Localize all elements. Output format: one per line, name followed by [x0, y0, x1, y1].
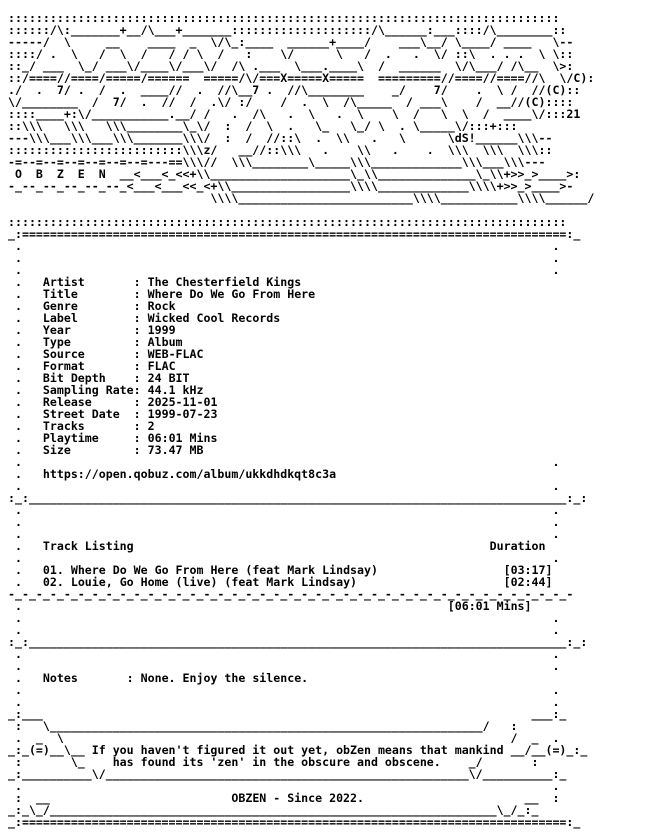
info-row: Bit Depth : 24 BIT	[42, 371, 190, 385]
banner-line: -=--=--=--=--=--=--=---==\\\// \\\________\_____\\\_____________\\\___\\\---	[8, 155, 546, 169]
info-label: Tracks	[42, 419, 134, 433]
info-row: Tracks : 2	[42, 419, 155, 433]
info-row: Genre : Rock	[42, 299, 176, 313]
info-value: Album	[147, 335, 183, 349]
info-row: Year : 1999	[42, 323, 176, 337]
info-row: Title : Where Do We Go From Here	[42, 287, 316, 301]
info-value: 1999-07-23	[147, 407, 218, 421]
ascii-banner	[8, 11, 594, 205]
info-label: Source	[42, 347, 134, 361]
info-value: The Chesterfield Kings	[147, 275, 302, 289]
info-label: Size	[42, 443, 134, 457]
banner-line: -----/ \ __ ____ _ \/\_:____ ______+____/ ___\__/ \____/ ____ \--	[8, 35, 574, 49]
rule-top: _:==============================================================================:_	[8, 227, 581, 241]
info-label: Street Date	[42, 407, 134, 421]
info-row: Artist : The Chesterfield Kings	[42, 275, 302, 289]
footer-line-1: If you haven't figured it out yet, obZen means that mankind	[91, 743, 504, 757]
banner-line: ::::::/\:_______+__/\___+_______::::::::::::::::::::/\______:___::::/\________::	[8, 23, 567, 37]
info-label: Format	[42, 359, 134, 373]
banner-line: ::\\\ \\\ \\\________\_\/ : / \ . \_ \_/ \ . \_____\/:::+:::	[8, 119, 518, 133]
info-label: Title	[42, 287, 134, 301]
info-row: Label : Wicked Cool Records	[42, 311, 281, 325]
release-info: . Artist : The Chesterfield Kings . Title : Where Do We Go From Here . Genre : Rock . Label : Wicked Cool Records . Year : 1999 . Type : Album . Source : WEB-FLAC . Format : FLAC . Bit Depth : 24 BIT . Sampling Rate: 44.1 kHz . Release : 2025-11-01 . Street Date : 1999-07-23 . Tracks : 2 . Playtime : 06:01 Mins . Size : 73.47 MB	[8, 275, 316, 457]
info-row: Source : WEB-FLAC	[42, 347, 204, 361]
banner-line: ::_/ ___ \_/ ___\/____\/___\/ /\ .___ \___.____\ / ______ \/\___/ /\__ \>:	[8, 59, 574, 73]
track-listing-heading: Track Listing	[42, 539, 134, 553]
banner-line: :::::::::::::::::::::::::\\\z/ __//::\\\ . \\ . . \\\ \\\ \\\::	[8, 143, 553, 157]
info-label: Type	[42, 335, 134, 349]
track-title: Where Do We Go From Here (feat Mark Lindsay)	[70, 563, 378, 577]
nfo-document: ::::::::::::::::::::::::::::::::::::::::::::::::::::::::::::::::::::::::::::::: ::::::/\:_______+__/\___+_______::::::::::::::::::::/\______:___::::/\________:: -----/ \ __ ____ _ \/\_:____ ______+____/ ___\__/ \____/ ____ \-- ::::/ . \ / \ / / / \ / : \/ \ / . . \/ ::\ . . . \ \:: ::_/ ___ \_/ ___\/____\/___\/ /\ .___ \___.____\ / ______ \/\___/ /\__ \>: ::/====//====/=====/====== =====/\/===X=====X===== =========//====//====//\ \/C): ./ . 7/ . / . ____// . //\__7 . //\________ _/ 7/ . \ / //(C):: \/________ / 7/ . // / .\/ :/ / . \ /\_____ / ___\ / __//(C):::: ::::____+:\/___________.__/ / . /\ . \ . \ \ / \ \ / ____\/:::21 ::\\\ \\\ \\\________\_\/ : / \ . \_ \_/ \ . \_____\/:::+::: ---\\\___\\\___\\\_______\\\/ : / //::\ . \\ . \ \dS!______\\\-- :::::::::::::::::::::::::\\\z/ __//::\\\ . \\ . . \\\ \\\ \\\:: -=--=--=--=--=--=--=---==\\\// \\\________\_____\\\_____________\\\___\\\--- O B Z E N __<___<_<<+\\____________________\_\\______________\_\\+>>_>____>: -_--_--_--_--_--_<___<___<<_<+\\_________________\\\\_____________\\\\+>>_>____>- \\\\_________________________\\\\___________\\\\______/ :::::::::::::::::::::::::::::::::::::::::::::::::::::::::::::::::::::::::::::::: _:==============================================================================:_ . . . . . . . Artist : The Chesterfield Kings . Title : Where Do We Go From Here . Genre : Rock . Label : Wicked Cool Records . Year : 1999 . Type : Album . Source : WEB-FLAC . Format : FLAC . Bit Depth : 24 BIT . Sampling Rate: 44.1 kHz . Release : 2025-11-01 . Street Date : 1999-07-23 . Tracks : 2 . Playtime : 06:01 Mins . Size : 73.47 MB . . . https://open.qobuz.com/album/ukkdhdkqt8c3a . . :_:_____________________________________________________________________________:_: . . . . . . . Track Listing Duration . . . 01. Where Do We Go From Here (feat Mark Lindsay) [03:17] . 02. Louie, Go Home (live) (feat Mark Lindsay) [02:44] -_-_-_-_-_-_-_-_-_-_-_-_-_-_-_-_-_-_-_-_-_-_-_-_-_-_-_-_-_-_-_-_-_-_-_-_-_-_-_-_- . [06:01 Mins] . . . . :_:_____________________________________________________________________________:_: . . . . . Notes : None. Enjoy the silence. . . . . _:___ ___:_ : \______________________________________________________________/ : . _ \ / _ . _:_(=)__\__ If you haven't figured it out yet, obZen means that mankind __/__(=)_:_ : \_ has found its 'zen' in the obscure and obscene. _/ : _:__________\/____________________________________________________\/__________:_ . . : __ OBZEN - Since 2022. __ : _:_\_/________________________________________________________________\_/_:_ _:==============================================================================:_	[8, 11, 595, 829]
info-value: 2025-11-01	[147, 395, 218, 409]
banner-line: :::::::::::::::::::::::::::::::::::::::::::::::::::::::::::::::::::::::::::::::	[8, 11, 560, 25]
track-duration: [02:44]	[503, 575, 553, 589]
info-value: Where Do We Go From Here	[147, 287, 316, 301]
footer-tagline: OBZEN - Since 2022.	[231, 791, 364, 805]
info-label: Label	[42, 311, 134, 325]
info-value: Wicked Cool Records	[147, 311, 281, 325]
info-label: Playtime	[42, 431, 134, 445]
banner-line: O B Z E N __<___<_<<+\\____________________\_\\______________\_\\+>>_>____>:	[8, 167, 581, 181]
info-value: WEB-FLAC	[147, 347, 204, 361]
banner-line: ---\\\___\\\___\\\_______\\\/ : / //::\ . \\ . \ \dS!______\\\--	[8, 131, 553, 145]
info-label: Year	[42, 323, 134, 337]
duration-heading: Duration	[489, 539, 546, 553]
info-value: Rock	[147, 299, 176, 313]
track-number: 01.	[42, 563, 64, 577]
rule-bar: :_:_____________________________________________________________________________:_:	[8, 491, 588, 505]
info-label: Genre	[42, 299, 134, 313]
notes-text: None. Enjoy the silence.	[140, 671, 309, 685]
banner-line: ::::____+:\/___________.__/ / . /\ . \ . \ \ / \ \ / ____\/:::21	[8, 107, 581, 121]
info-label: Bit Depth	[42, 371, 134, 385]
banner-line: ::/====//====/=====/====== =====/\/===X=====X===== =========//====//====//\ \/C):	[8, 71, 595, 85]
info-row: Type : Album	[42, 335, 183, 349]
info-row: Format : FLAC	[42, 359, 176, 373]
total-playtime: [06:01 Mins]	[447, 599, 532, 613]
rule-dashes: -_-_-_-_-_-_-_-_-_-_-_-_-_-_-_-_-_-_-_-_-_-_-_-_-_-_-_-_-_-_-_-_-_-_-_-_-_-_-_-_-	[8, 587, 574, 601]
rule-bar: :_:_____________________________________________________________________________:_:	[8, 635, 588, 649]
track-duration: [03:17]	[503, 563, 553, 577]
info-row: Sampling Rate: 44.1 kHz	[42, 383, 204, 397]
info-value: 06:01 Mins	[147, 431, 218, 445]
info-label: Artist	[42, 275, 134, 289]
banner-line: \\\\_________________________\\\\___________\\\\______/	[8, 191, 595, 205]
banner-line: \/________ / 7/ . // / .\/ :/ / . \ /\_____ / ___\ / __//(C)::::	[8, 95, 574, 109]
info-value: 24 BIT	[147, 371, 190, 385]
info-value: 44.1 kHz	[147, 383, 204, 397]
info-row: Playtime : 06:01 Mins	[42, 431, 218, 445]
info-value: 73.47 MB	[147, 443, 204, 457]
info-value: FLAC	[147, 359, 176, 373]
footer-line-2: has found its 'zen' in the obscure and obscene.	[112, 755, 441, 769]
track-title: Louie, Go Home (live) (feat Mark Lindsay)	[70, 575, 358, 589]
info-row: Street Date : 1999-07-23	[42, 407, 218, 421]
notes-label: Notes	[42, 671, 127, 685]
track-number: 02.	[42, 575, 64, 589]
info-value: 1999	[147, 323, 176, 337]
info-value: 2	[147, 419, 155, 433]
rule-dots: ::::::::::::::::::::::::::::::::::::::::::::::::::::::::::::::::::::::::::::::::	[8, 215, 567, 229]
banner-line: ./ . 7/ . / . ____// . //\__7 . //\________ _/ 7/ . \ / //(C)::	[8, 83, 581, 97]
qobuz-url: https://open.qobuz.com/album/ukkdhdkqt8c3a	[42, 467, 337, 481]
info-row: Size : 73.47 MB	[42, 443, 204, 457]
info-row: Release : 2025-11-01	[42, 395, 218, 409]
banner-line: -_--_--_--_--_--_<___<___<<_<+\\_________________\\\\_____________\\\\+>>_>____>-	[8, 179, 574, 193]
info-label: Release	[42, 395, 134, 409]
banner-line: ::::/ . \ / \ / / / \ / : \/ \ / . . \/ ::\ . . . \ \::	[8, 47, 574, 61]
info-label: Sampling Rate	[42, 383, 134, 397]
rule-bottom: _:==============================================================================:_	[8, 815, 581, 829]
